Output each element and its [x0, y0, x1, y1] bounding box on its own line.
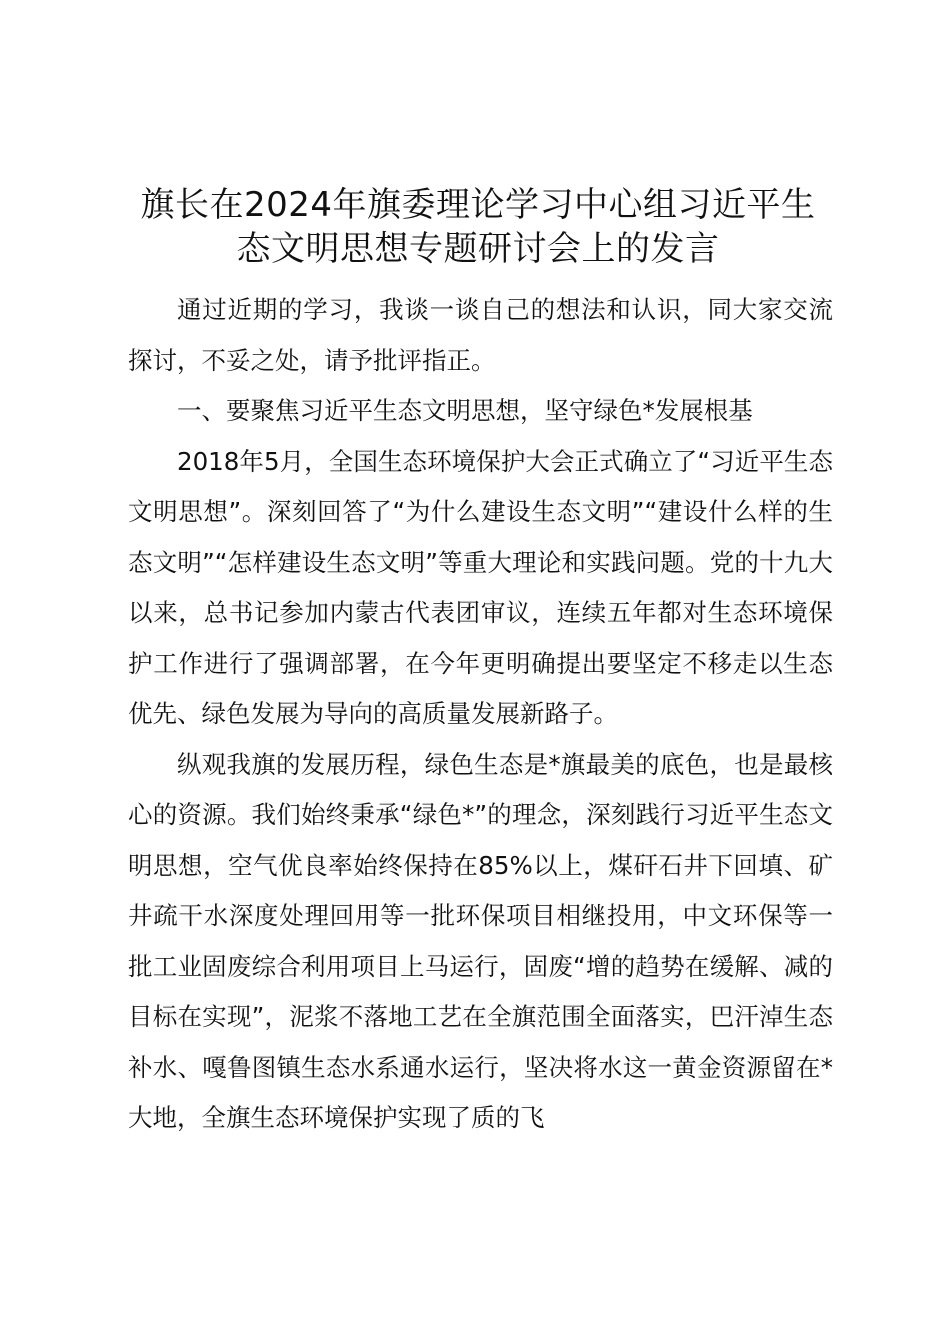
document-title: 旗长在2024年旗委理论学习中心组习近平生态文明思想专题研讨会上的发言 [140, 185, 816, 269]
body-paragraph: 纵观我旗的发展历程，绿色生态是*旗最美的底色，也是最核心的资源。我们始终秉承“绿色*”的理念，深刻践行习近平生态文明思想，空气优良率始终保持在85%以上，煤矸石井下回填、矿井疏干水深度处理回用等一批环保项目相继投用，中文环保等一批工业固废综合利用项目上马运行，固废“增的趋势在缓解、减的目标在实现”，泥浆不落地工艺在全旗范围全面落实，巴汗淖生态补水、嘎鲁图镇生态水系通水运行，坚决将水这一黄金资源留在*大地，全旗生态环境保护实现了质的飞 [128, 749, 833, 1132]
section-heading-1: 一、要聚焦习近平生态文明思想，坚守绿色*发展根基 [177, 396, 753, 425]
document-body [128, 285, 833, 1144]
body-paragraph: 2018年5月，全国生态环境保护大会正式确立了“习近平生态文明思想”。深刻回答了“为什么建设生态文明”“建设什么样的生态文明”“怎样建设生态文明”等重大理论和实践问题。党的十九大以来，总书记参加内蒙古代表团审议，连续五年都对生态环境保护工作进行了强调部署，在今年更明确提出要坚定不移走以生态优先、绿色发展为导向的高质量发展新路子。 [128, 446, 833, 728]
intro-paragraph: 通过近期的学习，我谈一谈自己的想法和认识，同大家交流探讨，不妥之处，请予批评指正。 [128, 295, 833, 375]
